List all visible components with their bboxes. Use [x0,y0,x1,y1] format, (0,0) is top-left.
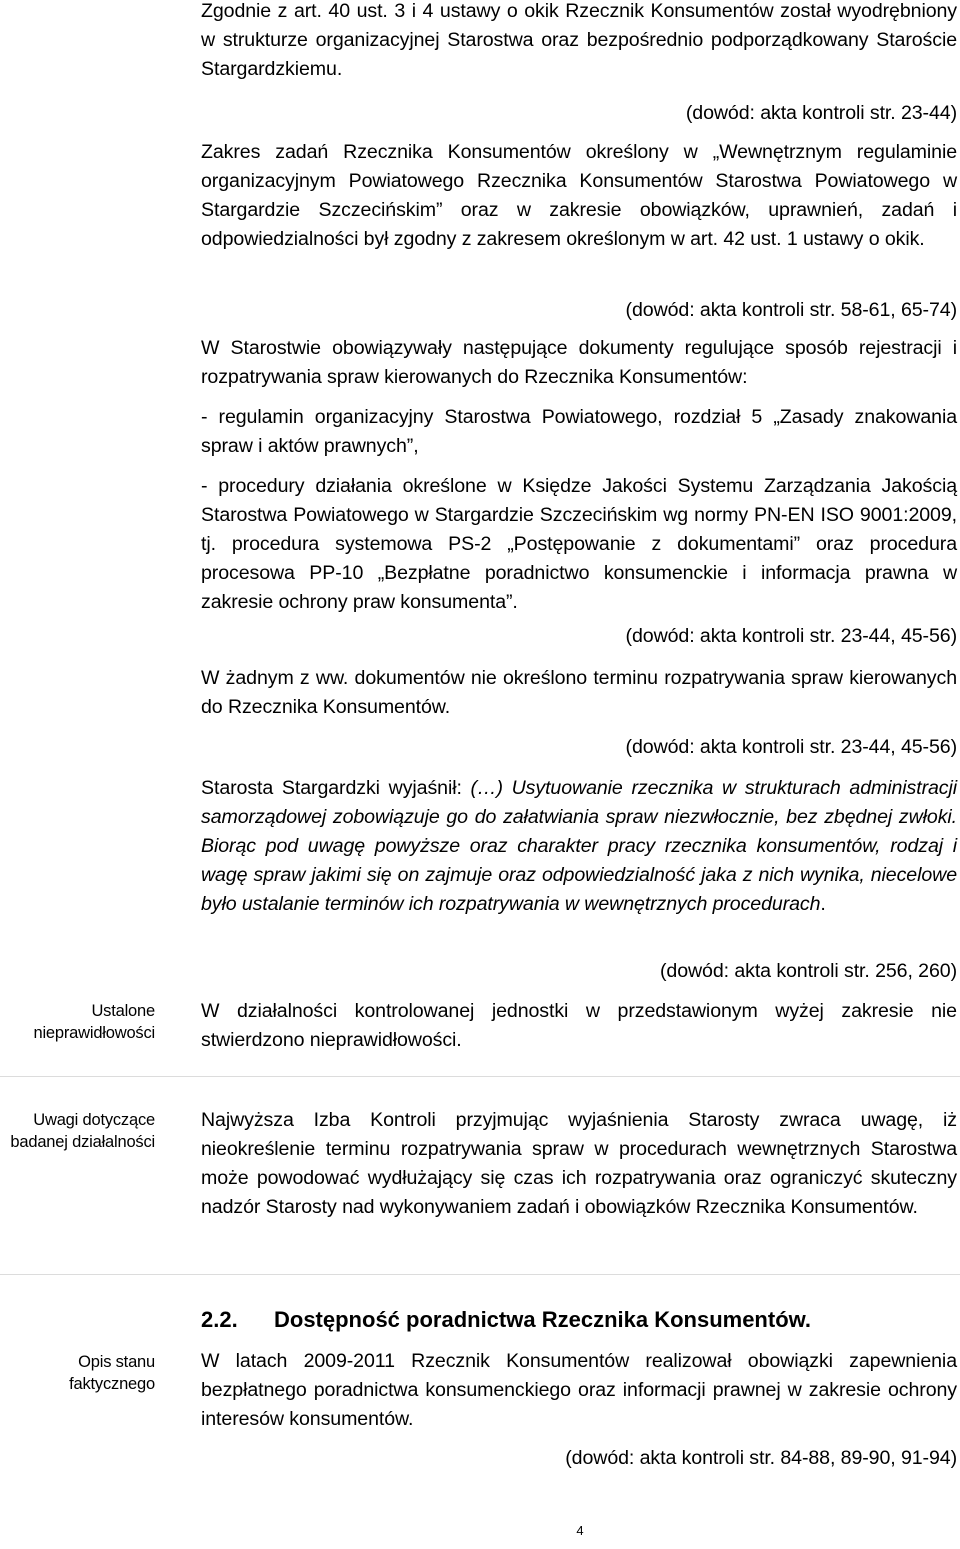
paragraph-scope-of-tasks: Zakres zadań Rzecznika Konsumentów określony w „Wewnętrznym regulaminie organizacyjnym Powiatowego Rzecznika Konsumentów Starostwa Powiatowego w Stargardzie Szczecińskim” oraz w zakresie obowiązków, uprawnień, zadań i odpowiedzialności był zgodny z zakresem określonym w art. 42 ust. 1 ustawy o okik. [201,141,957,250]
paragraph-starosta-explanation [201,774,957,919]
sidebar-label-facts: Opis stanu faktycznego [69,1353,155,1393]
section-divider [0,1274,960,1275]
sidebar-label-irregularities: Ustalone nieprawidłowości [33,1002,155,1042]
evidence-reference: (dowód: akta kontroli str. 23-44, 45-56) [625,625,957,647]
paragraph-2009-2011: W latach 2009-2011 Rzecznik Konsumentów realizował obowiązki zapewnienia bezpłatnego poradnictwa konsumenckiego oraz informacji prawnej w zakresie ochrony interesów konsumentów. [201,1350,957,1430]
evidence-reference: (dowód: akta kontroli str. 256, 260) [659,960,957,982]
section-heading [201,1305,811,1335]
paragraph-no-irregularities: W działalności kontrolowanej jednostki w przedstawionym wyżej zakresie nie stwierdzono nieprawidłowości. [201,1000,957,1051]
explanation-end: . [820,893,826,915]
explanation-intro: Starosta Stargardzki wyjaśnił: [201,777,471,799]
page-number: 4 [576,1523,584,1538]
evidence-reference: (dowód: akta kontroli str. 58-61, 65-74) [625,299,957,321]
section-number: 2.2. [201,1307,238,1332]
paragraph-procedures-item: - procedury działania określone w Księdze Jakości Systemu Zarządzania Jakością Starostwa Powiatowego w Stargardzie Szczecińskim wg normy PN-EN ISO 9001:2009, tj. procedura systemowa PS-2 „Postępowanie z dokumentami” oraz procedura procesowa PP-10 „Bezpłatne poradnictwo konsumenckie i informacja prawna w zakresie ochrony praw konsumenta”. [201,475,957,613]
evidence-reference: (dowód: akta kontroli str. 23-44, 45-56) [625,736,957,758]
paragraph-documents-intro: W Starostwie obowiązywały następujące dokumenty regulujące sposób rejestracji i rozpatrywania spraw kierowanych do Rzecznika Konsumentów: [201,337,957,388]
evidence-reference: (dowód: akta kontroli str. 84-88, 89-90, 91-94) [565,1447,957,1469]
paragraph-regulation-item: - regulamin organizacyjny Starostwa Powiatowego, rozdział 5 „Zasady znakowania spraw i aktów prawnych”, [201,406,957,457]
paragraph-no-deadline: W żadnym z ww. dokumentów nie określono terminu rozpatrywania spraw kierowanych do Rzecznika Konsumentów. [201,667,957,718]
explanation-quote: (…) Usytuowanie rzecznika w strukturach administracji samorządowej zobowiązuje go do załatwiania spraw niezwłocznie, bez zbędnej zwłoki. Biorąc pod uwagę powyższe oraz charakter pracy rzecznika konsumentów, rodzaj i wagę spraw jakimi się on zajmuje oraz odpowiedzialność jaka z nich wynika, niecelowe było ustalanie terminów ich rozpatrywania w wewnętrznych procedurach [201,777,957,915]
evidence-reference: (dowód: akta kontroli str. 23-44) [685,102,957,124]
sidebar-label-remarks: Uwagi dotyczące badanej działalności [10,1111,155,1151]
paragraph-art40: Zgodnie z art. 40 ust. 3 i 4 ustawy o okik Rzecznik Konsumentów został wyodrębniony w strukturze organizacyjnej Starostwa oraz bezpośrednio podporządkowany Staroście Stargardzkiemu. [201,0,957,80]
section-divider [0,1076,960,1077]
section-title: Dostępność poradnictwa Rzecznika Konsumentów. [274,1307,812,1332]
paragraph-nik-remarks: Najwyższa Izba Kontroli przyjmując wyjaśnienia Starosty zwraca uwagę, iż nieokreślenie terminu rozpatrywania spraw w procedurach wewnętrznych Starostwa może powodować wydłużający się czas ich rozpatrywania oraz ograniczyć skuteczny nadzór Starosty nad wykonywaniem zadań i obowiązków Rzecznika Konsumentów. [201,1109,957,1218]
